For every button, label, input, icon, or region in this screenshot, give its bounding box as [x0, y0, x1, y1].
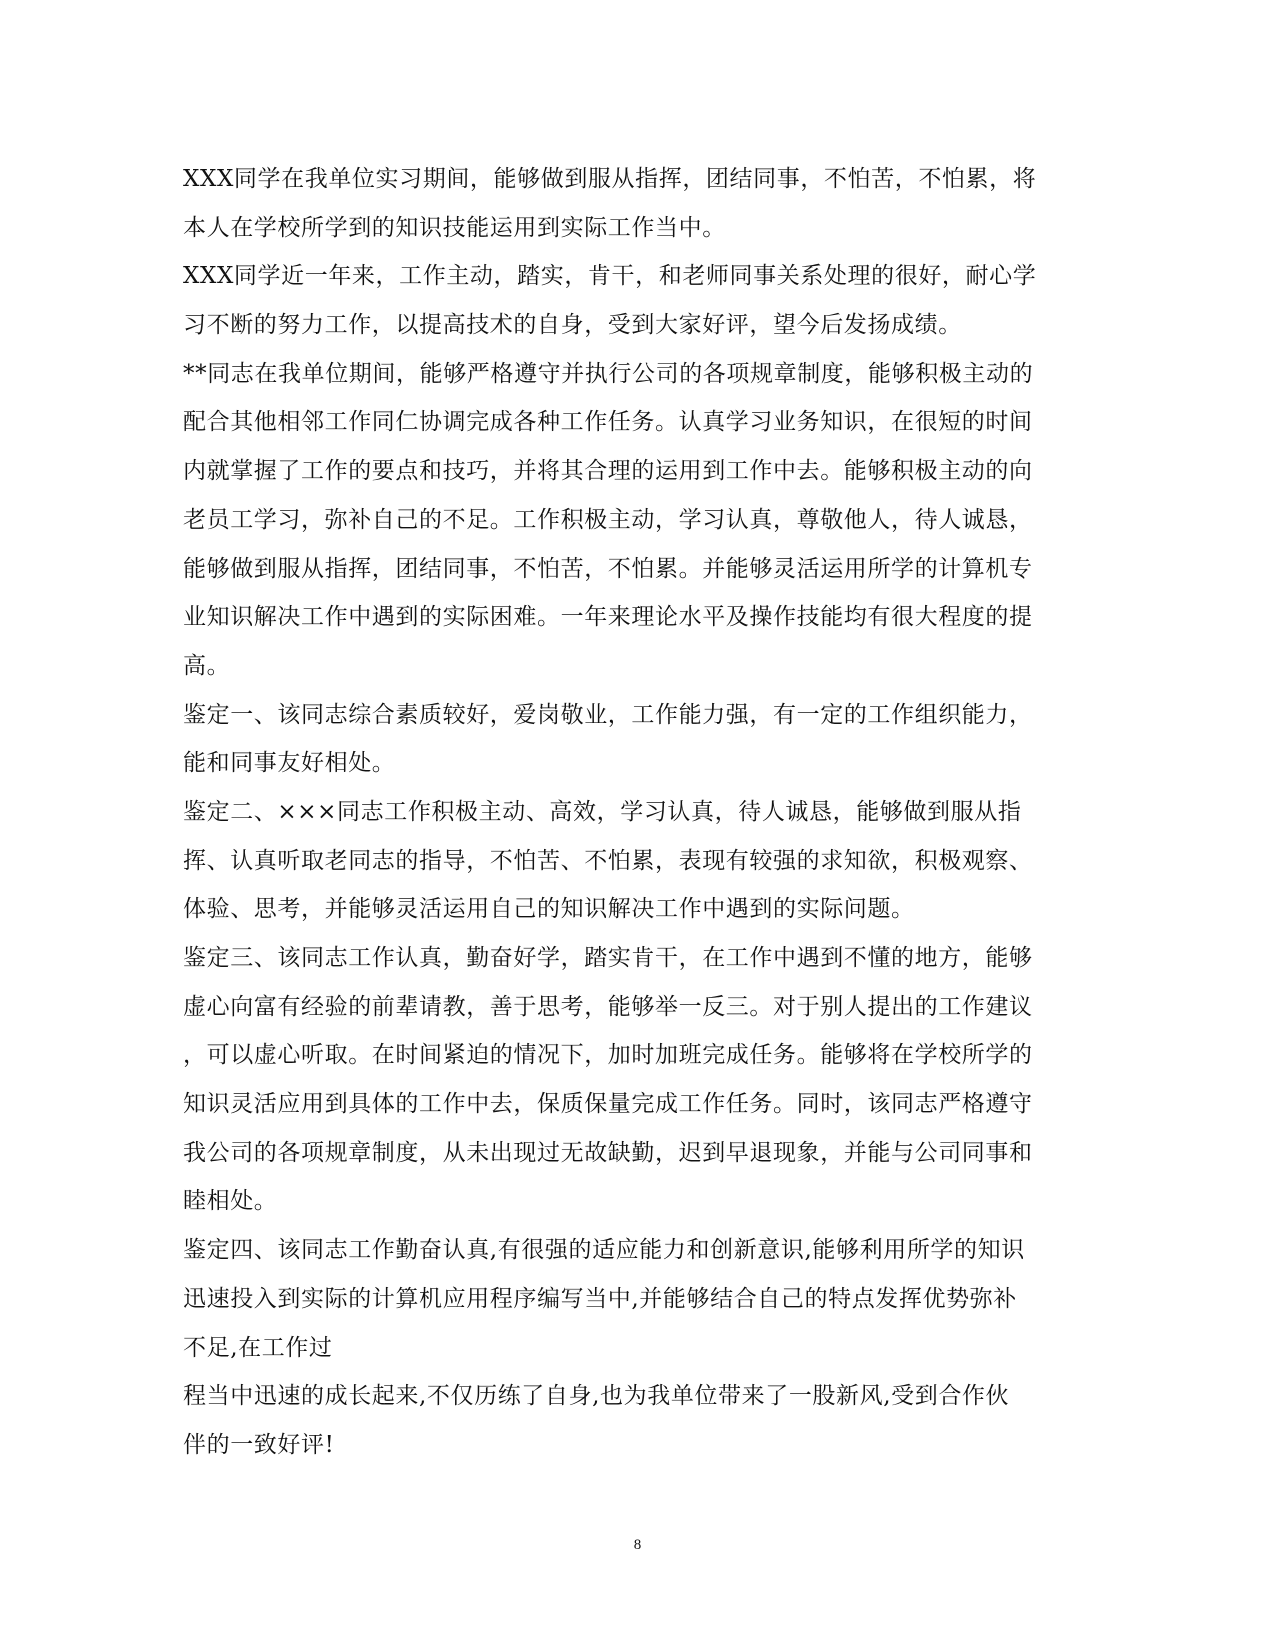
text-line: 鉴定二、×××同志工作积极主动、高效，学习认真，待人诚恳，能够做到服从指 — [183, 798, 1022, 825]
text-line: 老员工学习，弥补自己的不足。工作积极主动，学习认真，尊敬他人，待人诚恳， — [183, 506, 1033, 533]
text-line: 配合其他相邻工作同仁协调完成各种工作任务。认真学习业务知识，在很短的时间 — [183, 409, 1033, 436]
text-line: 习不断的努力工作，以提高技术的自身，受到大家好评，望今后发扬成绩。 — [183, 312, 962, 339]
text-line: 能够做到服从指挥，团结同事，不怕苦，不怕累。并能够灵活运用所学的计算机专 — [183, 555, 1033, 582]
text-line: 伴的一致好评! — [183, 1431, 335, 1458]
text-line: 业知识解决工作中遇到的实际困难。一年来理论水平及操作技能均有很大程度的提 — [183, 604, 1033, 631]
text-line: ，可以虚心听取。在时间紧迫的情况下，加时加班完成任务。能够将在学校所学的 — [183, 1042, 1033, 1069]
text-line: 我公司的各项规章制度，从未出现过无故缺勤，迟到早退现象，并能与公司同事和 — [183, 1139, 1033, 1166]
text-line: XXX同学近一年来，工作主动，踏实，肯干，和老师同事关系处理的很好，耐心学 — [183, 263, 1037, 290]
text-line: 能和同事友好相处。 — [183, 750, 396, 777]
body-text — [183, 155, 1083, 1470]
text-line: 挥、认真听取老同志的指导，不怕苦、不怕累，表现有较强的求知欲，积极观察、 — [183, 847, 1033, 874]
text-line: 鉴定三、该同志工作认真，勤奋好学，踏实肯干，在工作中遇到不懂的地方，能够 — [183, 945, 1033, 971]
text-line: 鉴定一、该同志综合素质较好，爱岗敬业，工作能力强，有一定的工作组织能力， — [183, 701, 1033, 728]
text-line: **同志在我单位期间，能够严格遵守并执行公司的各项规章制度，能够积极主动的 — [183, 360, 1034, 387]
text-line: 高。 — [183, 652, 231, 679]
text-line: 鉴定四、该同志工作勤奋认真,有很强的适应能力和创新意识,能够利用所学的知识 — [183, 1237, 1025, 1264]
text-line: 程当中迅速的成长起来,不仅历练了自身,也为我单位带来了一股新风,受到合作伙 — [183, 1383, 1010, 1410]
text-line: XXX同学在我单位实习期间，能够做到服从指挥，团结同事，不怕苦，不怕累，将 — [183, 166, 1037, 192]
text-line: 不足,在工作过 — [183, 1334, 333, 1361]
text-line: 体验、思考，并能够灵活运用自己的知识解决工作中遇到的实际问题。 — [183, 896, 915, 923]
text-line: 睦相处。 — [183, 1188, 278, 1215]
page-number: 8 — [633, 1537, 642, 1553]
text-line: 迅速投入到实际的计算机应用程序编写当中,并能够结合自己的特点发挥优势弥补 — [183, 1285, 1017, 1312]
text-line: 知识灵活应用到具体的工作中去，保质保量完成工作任务。同时，该同志严格遵守 — [183, 1091, 1033, 1118]
text-line: 内就掌握了工作的要点和技巧，并将其合理的运用到工作中去。能够积极主动的向 — [183, 458, 1033, 485]
text-line: 虚心向富有经验的前辈请教，善于思考，能够举一反三。对于别人提出的工作建议 — [183, 993, 1033, 1020]
text-line: 本人在学校所学到的知识技能运用到实际工作当中。 — [183, 214, 726, 241]
